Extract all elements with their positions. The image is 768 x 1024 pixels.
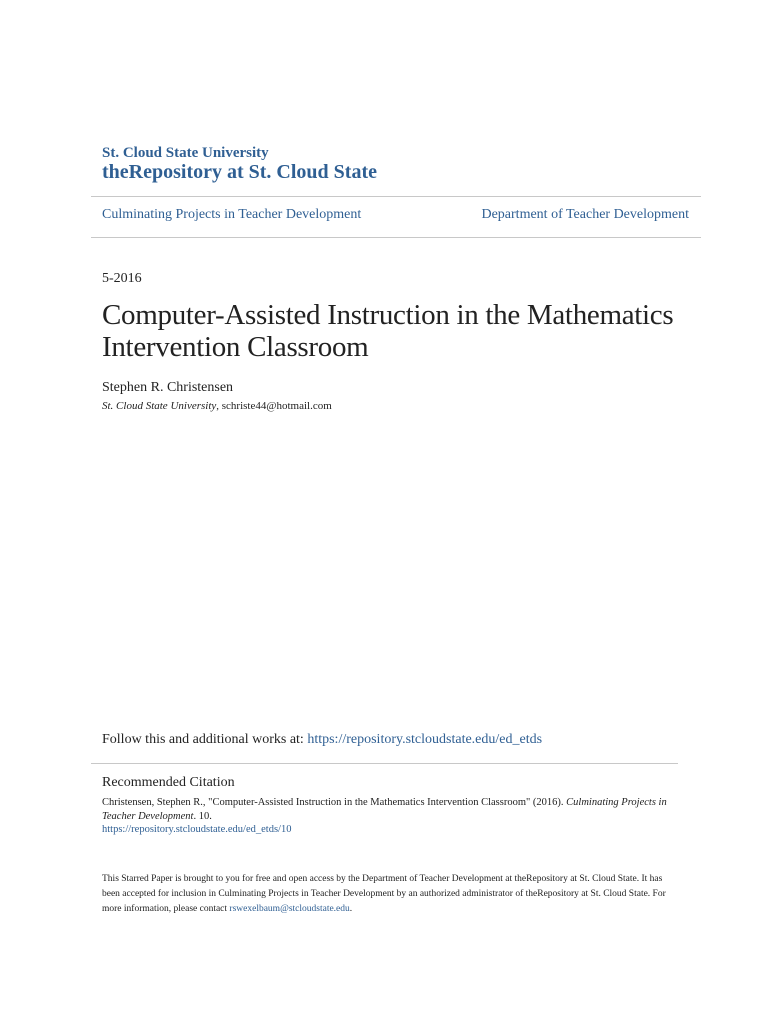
citation-link[interactable]: https://repository.stcloudstate.edu/ed_etds/10 — [102, 824, 292, 835]
follow-line — [102, 732, 542, 748]
citation-series: Culminating Projects in Teacher Development — [102, 797, 667, 822]
author-affiliation — [102, 400, 332, 412]
repository-link[interactable]: theRepository at St. Cloud State — [102, 161, 377, 183]
author-name: Stephen R. Christensen — [102, 380, 234, 395]
department-link[interactable]: Department of Teacher Development — [481, 207, 689, 222]
nav-divider — [91, 237, 701, 238]
follow-label: Follow this and additional works at: — [102, 732, 308, 747]
contact-email-link[interactable]: rswexelbaum@stcloudstate.edu — [229, 904, 350, 914]
affiliation-separator: , — [216, 400, 222, 412]
citation-heading: Recommended Citation — [102, 775, 235, 790]
notice-end: . — [349, 904, 353, 914]
citation-text — [102, 796, 682, 824]
author-institution: St. Cloud State University — [102, 400, 217, 412]
citation-suffix: . 10. — [193, 811, 212, 822]
collection-link[interactable]: Culminating Projects in Teacher Development — [102, 207, 362, 222]
paper-title: Computer-Assisted Instruction in the Mathematics Intervention Classroom — [102, 299, 674, 363]
notice-text: This Starred Paper is brought to you for free and open access by the Department of Teacher Development at theRepository at St. Cloud State. It has been accepted for inclusion in Culminating Projects in Teacher Development by an authorized administrator of theRepository at St. Cloud State. For more information, please contact — [102, 874, 666, 914]
university-name: St. Cloud State University — [102, 145, 269, 161]
citation-divider — [91, 763, 678, 764]
author-email: schriste44@hotmail.com — [221, 400, 332, 412]
top-divider — [91, 196, 701, 197]
publication-date: 5-2016 — [102, 271, 142, 286]
citation-prefix: Christensen, Stephen R., "Computer-Assisted Instruction in the Mathematics Intervention Classroom" (2016). — [102, 797, 567, 808]
follow-link[interactable]: https://repository.stcloudstate.edu/ed_etds — [307, 732, 543, 747]
access-notice — [102, 872, 682, 917]
